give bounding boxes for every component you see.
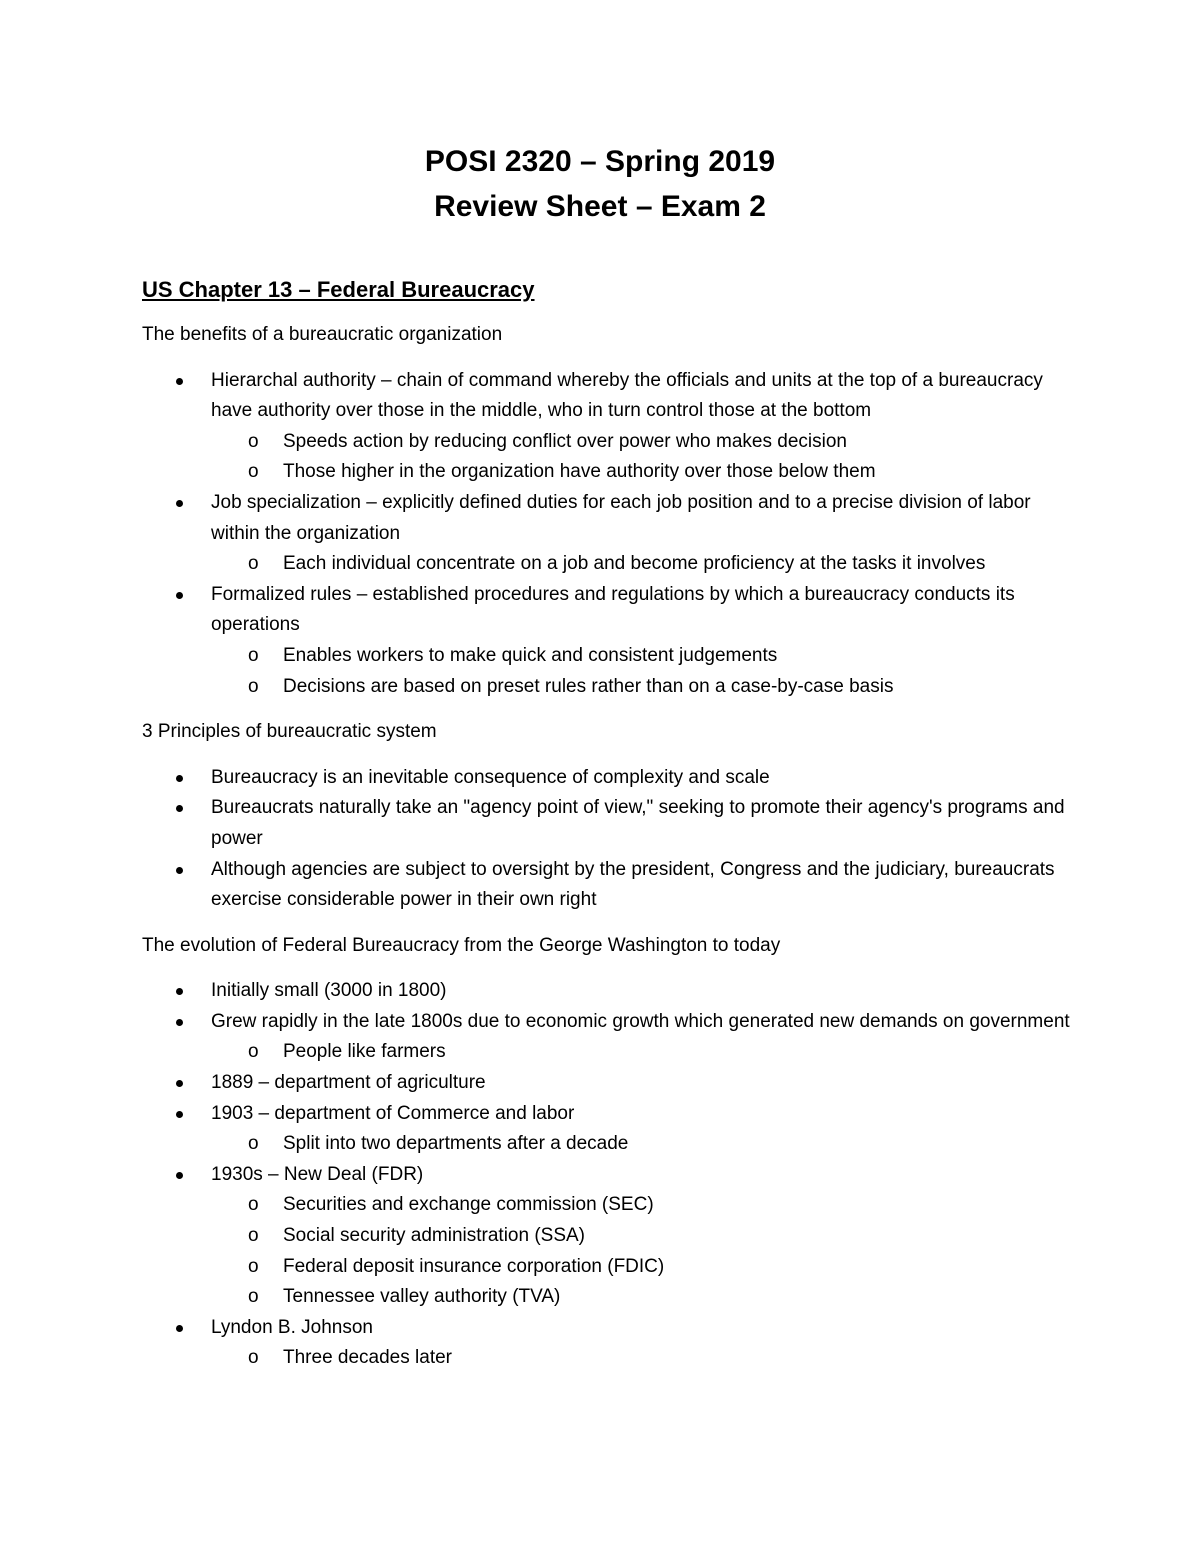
- list-item-text: Although agencies are subject to oversight by the president, Congress and the judiciary, bureaucrats exercise considerable power in their own right: [211, 858, 1055, 911]
- bullet-list: [142, 763, 1072, 916]
- sub-list-item-text: Social security administration (SSA): [283, 1225, 585, 1247]
- sub-list-item-text: Decisions are based on preset rules rather than on a case-by-case basis: [283, 675, 894, 697]
- bullet-icon: [176, 1019, 183, 1026]
- list-item-text: 1889 – department of agriculture: [211, 1072, 486, 1094]
- circle-bullet-icon: o: [248, 675, 259, 697]
- sub-list-item-text: Tennessee valley authority (TVA): [283, 1286, 561, 1308]
- sub-list-item: [142, 672, 1072, 703]
- circle-bullet-icon: o: [248, 1194, 259, 1216]
- bullet-icon: [176, 805, 183, 812]
- sub-list-item: [142, 1343, 1072, 1374]
- list-item-text: Hierarchal authority – chain of command whereby the officials and units at the top of a bureaucracy have authority over those in the middle, who in turn control those at the bottom: [211, 369, 1043, 422]
- bullet-icon: [176, 500, 183, 507]
- sub-list-item: [142, 1221, 1072, 1252]
- bullet-icon: [176, 1080, 183, 1087]
- list-item-text: Job specialization – explicitly defined duties for each job position and to a precise division of labor within the organization: [211, 491, 1031, 544]
- list-item-text: Initially small (3000 in 1800): [211, 980, 447, 1002]
- circle-bullet-icon: o: [248, 1133, 259, 1155]
- sub-list-item-text: Those higher in the organization have authority over those below them: [283, 461, 876, 483]
- circle-bullet-icon: o: [248, 1225, 259, 1247]
- list-item: [142, 1007, 1072, 1038]
- bullet-icon: [176, 867, 183, 874]
- list-item: [142, 763, 1072, 794]
- bullet-list: [142, 976, 1072, 1374]
- sub-list-item: [142, 1129, 1072, 1160]
- list-item: [142, 580, 1072, 641]
- list-item: [142, 488, 1072, 549]
- sub-list-item-text: People like farmers: [283, 1041, 446, 1063]
- list-item-text: 1903 – department of Commerce and labor: [211, 1102, 575, 1124]
- list-item: [142, 855, 1072, 916]
- sub-list-item: [142, 1037, 1072, 1068]
- section-intro: The evolution of Federal Bureaucracy from the George Washington to today: [142, 934, 781, 956]
- list-item: [142, 1160, 1072, 1191]
- list-item: [142, 1099, 1072, 1130]
- list-item: [142, 366, 1072, 427]
- document-title-line2: Review Sheet – Exam 2: [434, 190, 766, 223]
- circle-bullet-icon: o: [248, 553, 259, 575]
- section-intro: The benefits of a bureaucratic organization: [142, 324, 503, 345]
- list-item-text: Bureaucracy is an inevitable consequence of complexity and scale: [211, 766, 770, 788]
- sub-list-item-text: Split into two departments after a decade: [283, 1133, 629, 1155]
- list-item: [142, 976, 1072, 1007]
- bullet-icon: [176, 592, 183, 599]
- sub-list-item: [142, 1190, 1072, 1221]
- bullet-icon: [176, 775, 183, 782]
- circle-bullet-icon: o: [248, 644, 259, 666]
- bullet-icon: [176, 1172, 183, 1179]
- list-item-text: Grew rapidly in the late 1800s due to economic growth which generated new demands on government: [211, 1010, 1070, 1032]
- sub-list-item: [142, 1282, 1072, 1313]
- sub-list-item-text: Federal deposit insurance corporation (FDIC): [283, 1255, 665, 1277]
- bullet-icon: [176, 988, 183, 995]
- list-item-text: Bureaucrats naturally take an "agency point of view," seeking to promote their agency's programs and power: [211, 797, 1065, 849]
- list-item: [142, 1313, 1072, 1344]
- sub-list-item: [142, 1252, 1072, 1283]
- circle-bullet-icon: o: [248, 461, 259, 483]
- circle-bullet-icon: o: [248, 1286, 259, 1308]
- circle-bullet-icon: o: [248, 430, 259, 452]
- sub-list-item-text: Speeds action by reducing conflict over power who makes decision: [283, 430, 847, 452]
- list-item-text: Formalized rules – established procedures and regulations by which a bureaucracy conducts its operations: [211, 583, 1015, 636]
- sub-list-item: [142, 641, 1072, 672]
- circle-bullet-icon: o: [248, 1347, 259, 1369]
- circle-bullet-icon: o: [248, 1255, 259, 1277]
- list-item: [142, 1068, 1072, 1099]
- section-intro: 3 Principles of bureaucratic system: [142, 721, 437, 743]
- document-title-line1: POSI 2320 – Spring 2019: [424, 145, 776, 178]
- sub-list-item: [142, 457, 1072, 488]
- sub-list-item: [142, 549, 1072, 580]
- circle-bullet-icon: o: [248, 1041, 259, 1063]
- sub-list-item-text: Enables workers to make quick and consistent judgements: [283, 644, 778, 666]
- sub-list-item-text: Each individual concentrate on a job and become proficiency at the tasks it involves: [283, 553, 986, 575]
- list-item-text: 1930s – New Deal (FDR): [211, 1163, 424, 1185]
- list-item: [142, 793, 1072, 854]
- bullet-icon: [176, 1325, 183, 1332]
- sub-list-item: [142, 427, 1072, 458]
- sub-list-item-text: Securities and exchange commission (SEC): [283, 1194, 654, 1216]
- bullet-icon: [176, 378, 183, 385]
- list-item-text: Lyndon B. Johnson: [211, 1316, 373, 1338]
- sub-list-item-text: Three decades later: [283, 1347, 452, 1369]
- document-body: [142, 320, 1072, 1374]
- bullet-list: [142, 366, 1072, 703]
- section-heading: US Chapter 13 – Federal Bureaucracy: [142, 277, 535, 302]
- bullet-icon: [176, 1111, 183, 1118]
